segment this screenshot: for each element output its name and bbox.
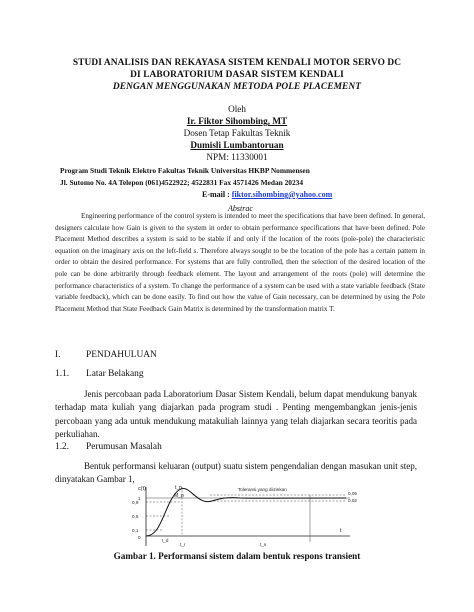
y-tick-01: 0,1 — [132, 528, 139, 533]
tolerance-value-2: 0,02 — [348, 498, 357, 503]
y-axis-label: c(t) — [138, 486, 146, 492]
section-1-1-paragraph: Jenis percobaan pada Laboratorium Dasar Sistem Kendali, belum dapat mendukung banyak terhadap mata kuliah yang diajarkan pada program studi . Penting mengembangkan jenis-jenis percobaan yang ada untuk mendukung matakuliah lainnya yang telah diajarkan secara teoritis pada perkuliahan. — [55, 389, 417, 440]
affiliation-line-2: Jl. Sutomo No. 4A Telepon (061)4522922; 4522831 Fax 4571426 Medan 20234 — [60, 178, 304, 187]
ts-label: t_s — [260, 542, 267, 547]
author-1-role: Dosen Tetap Fakultas Teknik — [183, 128, 291, 138]
tolerance-value-1: 0,05 — [348, 491, 357, 496]
abstract-text: Engineering performance of the control system is intended to meet the specifications that have been defined. In general, designers calculate how Gain is given to the system in order to obtain performance specifications that have been defined. Pole Placement Method describes a system is said to be stable if and only if the location of the roots (pole-pole) the characteristic equation on the imaginary axis on the left-field s. Therefore always sought to be the location of the pole has a certain pattern in order to obtain the desired performance. For systems that are fully controlled, then the selection of the desired location of the pole can be done arbitrarily through feedback element. The layout and arrangement of the roots (pole) will determine the performance characteristics of a system. To change the performance of a system can be used with a state variable feedback (State variable feedback), which can be done easily. To find out how the value of Gain necessary, can be determined by using the Pole Placement Method that State Feedback Gain Matrix is determined by the transformation matrix T. — [55, 212, 425, 313]
x-axis-label: t — [340, 528, 342, 534]
affiliation-line-1: Program Studi Teknik Elektro Fakultas Teknik Universitas HKBP Nommensen — [60, 166, 310, 175]
author-1-name: Ir. Fiktor Sihombing, MT — [186, 116, 288, 126]
section-1-2-number: 1.2. — [55, 442, 70, 452]
mp-label: M_p — [174, 493, 184, 499]
td-label: t_d — [162, 538, 169, 543]
author-2-npm: NPM: 11330001 — [206, 152, 268, 162]
abstract-heading: Abstrac — [228, 204, 253, 213]
y-tick-0: 0 — [138, 535, 141, 540]
tp-label: t_p — [175, 485, 182, 491]
email-link[interactable]: fiktor.sihombing@yahoo.com — [231, 190, 333, 199]
section-1-1-number: 1.1. — [55, 369, 70, 379]
paper-title-line-2: DI LABORATORIUM DASAR SISTEM KENDALI — [130, 70, 344, 80]
y-tick-05: 0,5 — [132, 514, 139, 519]
y-tick-1: 1 — [138, 496, 141, 501]
tr-label: t_r — [180, 542, 186, 547]
transient-response-figure — [110, 484, 372, 548]
section-1-number: I. — [55, 350, 61, 360]
paper-title-line-3: DENGAN MENGGUNAKAN METODA POLE PLACEMENT — [112, 82, 362, 92]
paper-title-line-1: STUDI ANALISIS DAN REKAYASA SISTEM KENDALI MOTOR SERVO DC — [72, 58, 402, 68]
email-label: E-mail : — [202, 190, 232, 199]
affiliation-email-row — [202, 189, 422, 201]
section-1-1-title: Latar Belakang — [86, 369, 144, 379]
section-1-title: PENDAHULUAN — [86, 350, 157, 360]
tolerance-label: Toleransi yang diizinkan — [238, 487, 287, 492]
y-tick-09: 0,9 — [132, 500, 139, 505]
section-1-2-paragraph: Bentuk performansi keluaran (output) suatu sistem pengendalian dengan masukan unit step, dinyatakan Gambar 1, — [55, 461, 417, 485]
figure-1-caption: Gambar 1. Performansi sistem dalam bentuk respons transient — [113, 551, 361, 561]
author-by: Oleh — [228, 104, 246, 114]
author-2-name: Dumisli Lumbantoruan — [190, 140, 284, 150]
section-1-2-title: Perumusan Masalah — [86, 442, 162, 452]
abstract-body — [55, 211, 425, 315]
